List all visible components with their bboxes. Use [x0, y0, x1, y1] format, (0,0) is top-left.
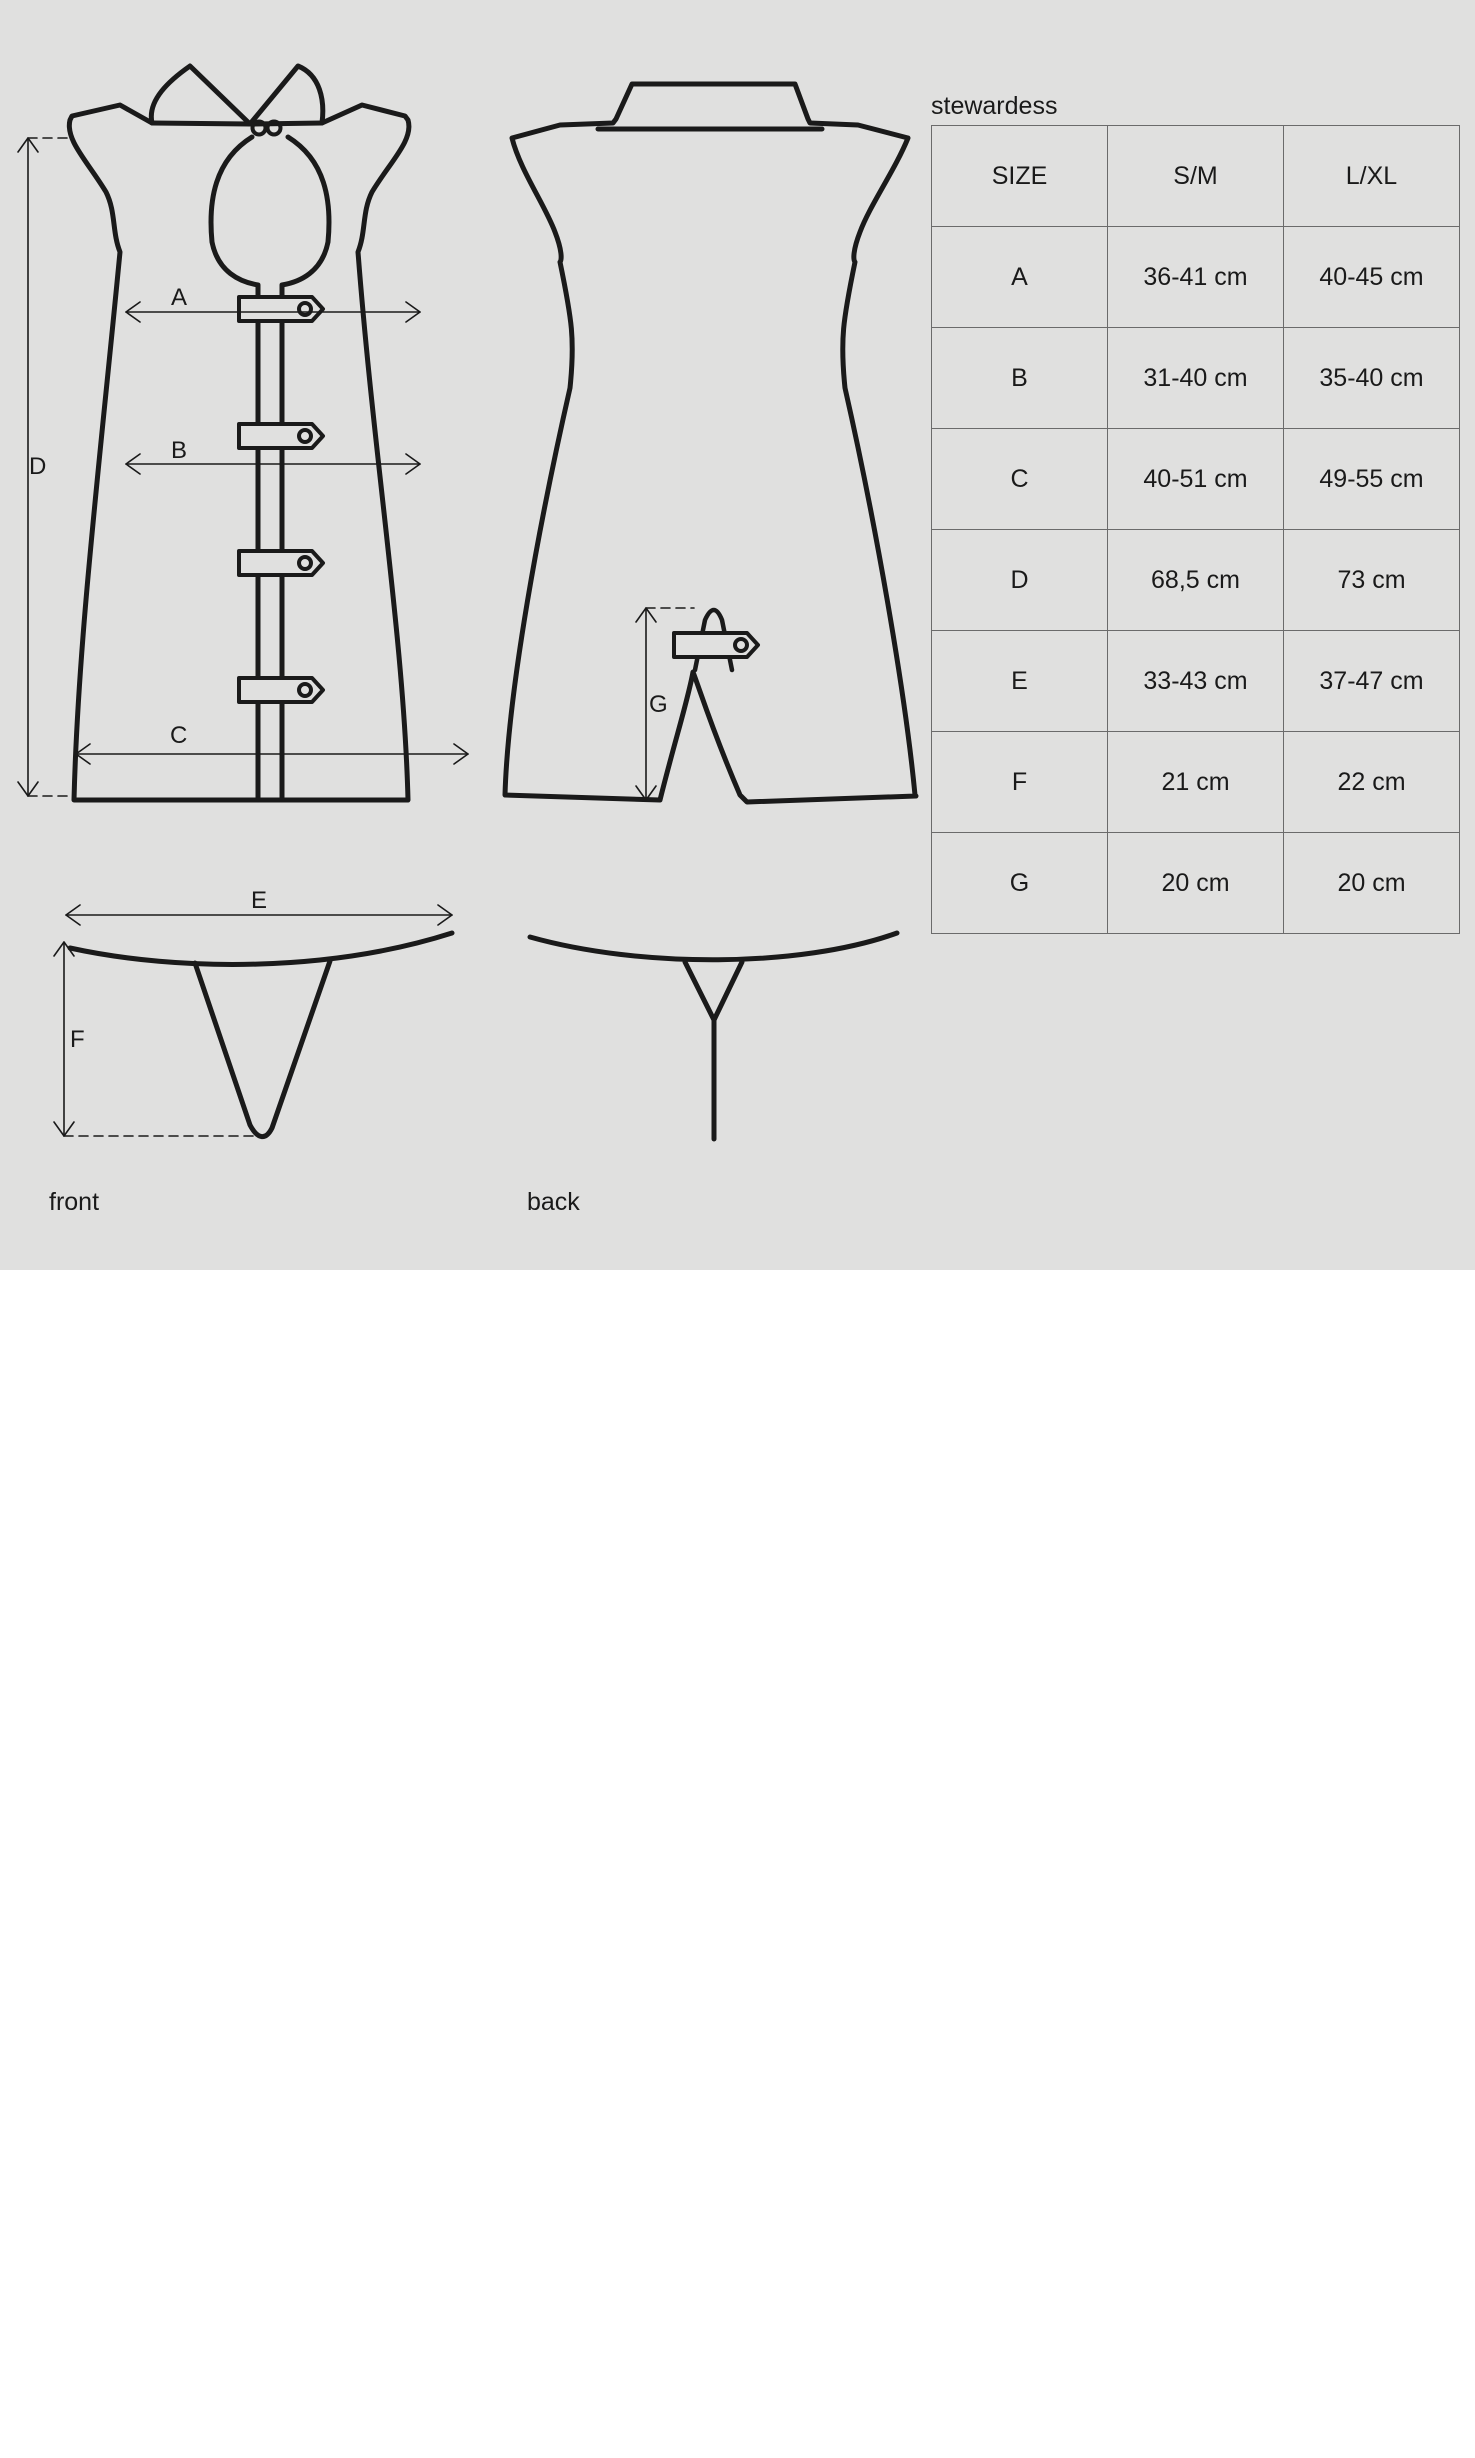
size-cell: 73 cm [1284, 530, 1460, 631]
size-cell: 20 cm [1284, 833, 1460, 934]
front-collar-button-right [268, 122, 281, 135]
front-buckle-1 [239, 297, 323, 321]
back-dress [505, 84, 916, 802]
size-cell: 31-40 cm [1108, 328, 1284, 429]
label-a: A [171, 284, 188, 311]
table-row [932, 833, 1460, 934]
label-c: C [170, 722, 188, 749]
header-cell: S/M [1108, 126, 1284, 227]
size-table-header-row [932, 126, 1460, 227]
front-buckle-3 [239, 551, 323, 575]
size-cell: 36-41 cm [1108, 227, 1284, 328]
front-dress [69, 66, 409, 800]
front-collar-inner [152, 123, 322, 124]
label-b: B [171, 437, 188, 464]
table-row [932, 732, 1460, 833]
label-g: G [649, 691, 668, 718]
size-cell: 22 cm [1284, 732, 1460, 833]
size-cell: 68,5 cm [1108, 530, 1284, 631]
front-buckle-2 [239, 424, 323, 448]
size-cell: E [932, 631, 1108, 732]
size-cell: G [932, 833, 1108, 934]
table-row [932, 631, 1460, 732]
front-buckle-4 [239, 678, 323, 702]
back-dress-outline [505, 84, 916, 802]
front-collar-button-left [253, 122, 266, 135]
size-cell: 21 cm [1108, 732, 1284, 833]
product-name: stewardess [931, 92, 1058, 120]
label-e: E [251, 887, 268, 914]
back-thong-waistband [530, 933, 897, 960]
size-cell: A [932, 227, 1108, 328]
header-cell: SIZE [932, 126, 1108, 227]
size-cell: B [932, 328, 1108, 429]
caption-back: back [527, 1188, 580, 1216]
back-thong [530, 933, 897, 1139]
label-d: D [29, 453, 47, 480]
table-row [932, 328, 1460, 429]
size-cell: C [932, 429, 1108, 530]
size-cell: 40-51 cm [1108, 429, 1284, 530]
size-cell: 49-55 cm [1284, 429, 1460, 530]
size-cell: D [932, 530, 1108, 631]
size-cell: 35-40 cm [1284, 328, 1460, 429]
size-cell: F [932, 732, 1108, 833]
size-cell: 33-43 cm [1108, 631, 1284, 732]
front-keyhole [211, 137, 329, 300]
front-thong-pouch [195, 961, 330, 1137]
size-cell: 37-47 cm [1284, 631, 1460, 732]
front-thong-waistband [70, 933, 452, 964]
size-cell: 20 cm [1108, 833, 1284, 934]
size-cell: 40-45 cm [1284, 227, 1460, 328]
table-row [932, 227, 1460, 328]
back-buckle [674, 633, 758, 657]
front-thong-dimension-lines [54, 905, 452, 1136]
front-thong [70, 933, 452, 1137]
table-row [932, 530, 1460, 631]
caption-front: front [49, 1188, 100, 1216]
label-f: F [70, 1026, 85, 1053]
size-table [931, 125, 1460, 934]
header-cell: L/XL [1284, 126, 1460, 227]
table-row [932, 429, 1460, 530]
back-thong-triangle [685, 962, 742, 1020]
